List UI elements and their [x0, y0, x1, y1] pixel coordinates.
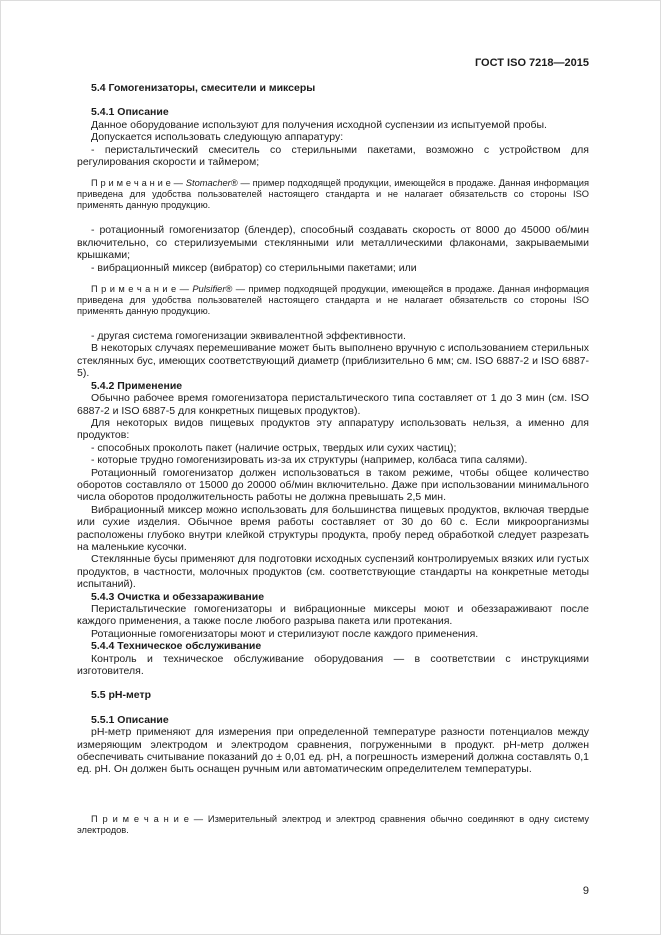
- paragraph: pH-метр применяют для измерения при определенной температуре разности потенциалов между измеряющим электродом и электродом сравнения, погруженными в продукт. pH-метр должен обеспечивать считывание показаний до ± 0,01 ед. pH, а погрешность измерений должна составлять 0,1 ед. pH. Он должен быть оснащен ручным или автоматическим определителем температуры.: [77, 726, 589, 776]
- note: [77, 284, 589, 317]
- paragraph: Стеклянные бусы применяют для подготовки исходных суспензий контролируемых вязких или густых продуктов, в частности, молочных продуктов (см. соответствующие стандарты на конкретные методы испытаний).: [77, 553, 589, 591]
- document-header-standard-number: ГОСТ ISO 7218—2015: [474, 57, 589, 69]
- note-text: П р и м е ч а н и е —: [91, 178, 186, 189]
- note-text: П р и м е ч а н и е —: [91, 284, 193, 295]
- paragraph: - способных проколоть пакет (наличие острых, твердых или сухих частиц);: [91, 441, 457, 454]
- section-heading: 5.4 Гомогенизаторы, смесители и миксеры: [91, 82, 316, 94]
- paragraph: - ротационный гомогенизатор (блендер), способный создавать скорость от 8000 до 45000 об/мин включительно, со стерилизуемыми стеклянными или металлическими флаконами, закрываемыми крышками;: [77, 224, 589, 262]
- product-name-italic: Stomacher®: [185, 178, 238, 189]
- paragraph: - вибрационный миксер (вибратор) со стерильными пакетами; или: [91, 261, 417, 274]
- note-text: — пример подходящей продукции, имеющейся в продаже. Данная информация приведена для удобства пользователей настоящего стандарта и не налагает обязательств со стороны ISO применять данную продукцию.: [77, 178, 589, 211]
- paragraph: Данное оборудование используют для получения исходной суспензии из испытуемой пробы.: [91, 118, 547, 131]
- subsection-heading: 5.4.2 Применение: [91, 379, 183, 392]
- section-heading: 5.5 pH-метр: [91, 689, 152, 702]
- paragraph: Обычно рабочее время гомогенизатора перистальтического типа составляет от 1 до 3 мин (см. ISO 6887-2 и ISO 6887-5 для конкретных пищевых продуктов).: [77, 392, 589, 417]
- paragraph: Ротационный гомогенизатор должен использоваться в таком режиме, чтобы общее количество оборотов составляло от 15000 до 20000 об/мин включительно. Даже при использовании минимального числа оборотов продолжительность работы не должна превышать 2,5 мин.: [77, 466, 589, 504]
- subsection-heading: 5.4.4 Техническое обслуживание: [91, 640, 262, 653]
- product-name-italic: Pulsifier®: [192, 284, 233, 295]
- paragraph: - перистальтический смеситель со стерильными пакетами, возможно с устройством для регулирования скорости и таймером;: [77, 143, 589, 169]
- page-number: 9: [582, 885, 589, 897]
- paragraph: Перистальтические гомогенизаторы и вибрационные миксеры моют и обеззараживают после каждого применения, а также после любого разрыва пакета или протекания.: [77, 603, 589, 628]
- note: П р и м е ч а н и е — Измерительный электрод и электрод сравнения обычно соединяют в одну систему электродов.: [77, 813, 589, 835]
- paragraph: Для некоторых видов пищевых продуктов эту аппаратуру использовать нельзя, а именно для продуктов:: [77, 416, 589, 442]
- paragraph: Ротационные гомогенизаторы моют и стерилизуют после каждого применения.: [91, 627, 479, 640]
- subsection-heading: 5.5.1 Описание: [91, 713, 169, 726]
- paragraph: Допускается использовать следующую аппаратуру:: [91, 131, 344, 144]
- paragraph: В некоторых случаях перемешивание может быть выполнено вручную с использованием стерильных стеклянных бус, имеющих соответствующий диаметр (приблизительно 6 мм; см. ISO 6887-2 и ISO 6887-5).: [77, 342, 589, 380]
- note-text: — пример подходящей продукции, имеющейся в продаже. Данная информация приведена для удобства пользователей настоящего стандарта и не налагает обязательств со стороны ISO применять данную продукцию.: [77, 284, 589, 317]
- paragraph: Контроль и техническое обслуживание оборудования — в соответствии с инструкциями изготовителя.: [77, 652, 589, 678]
- subsection-heading: 5.4.3 Очистка и обеззараживание: [91, 590, 265, 603]
- note: [77, 178, 589, 211]
- paragraph: - другая система гомогенизации эквивалентной эффективности.: [91, 330, 406, 343]
- subsection-heading: 5.4.1 Описание: [91, 106, 169, 119]
- paragraph: - которые трудно гомогенизировать из-за их структуры (например, колбаса типа салями).: [91, 454, 528, 467]
- document-content: [77, 82, 589, 836]
- paragraph: Вибрационный миксер можно использовать для большинства пищевых продуктов, включая твердые или сухие изделия. Обычное время работы составляет от 30 до 60 с. Если микроорганизмы расположены глубоко внутри клейкой структуры продукта, пробу перед обработкой следует разрезать на маленькие кусочки.: [77, 503, 589, 553]
